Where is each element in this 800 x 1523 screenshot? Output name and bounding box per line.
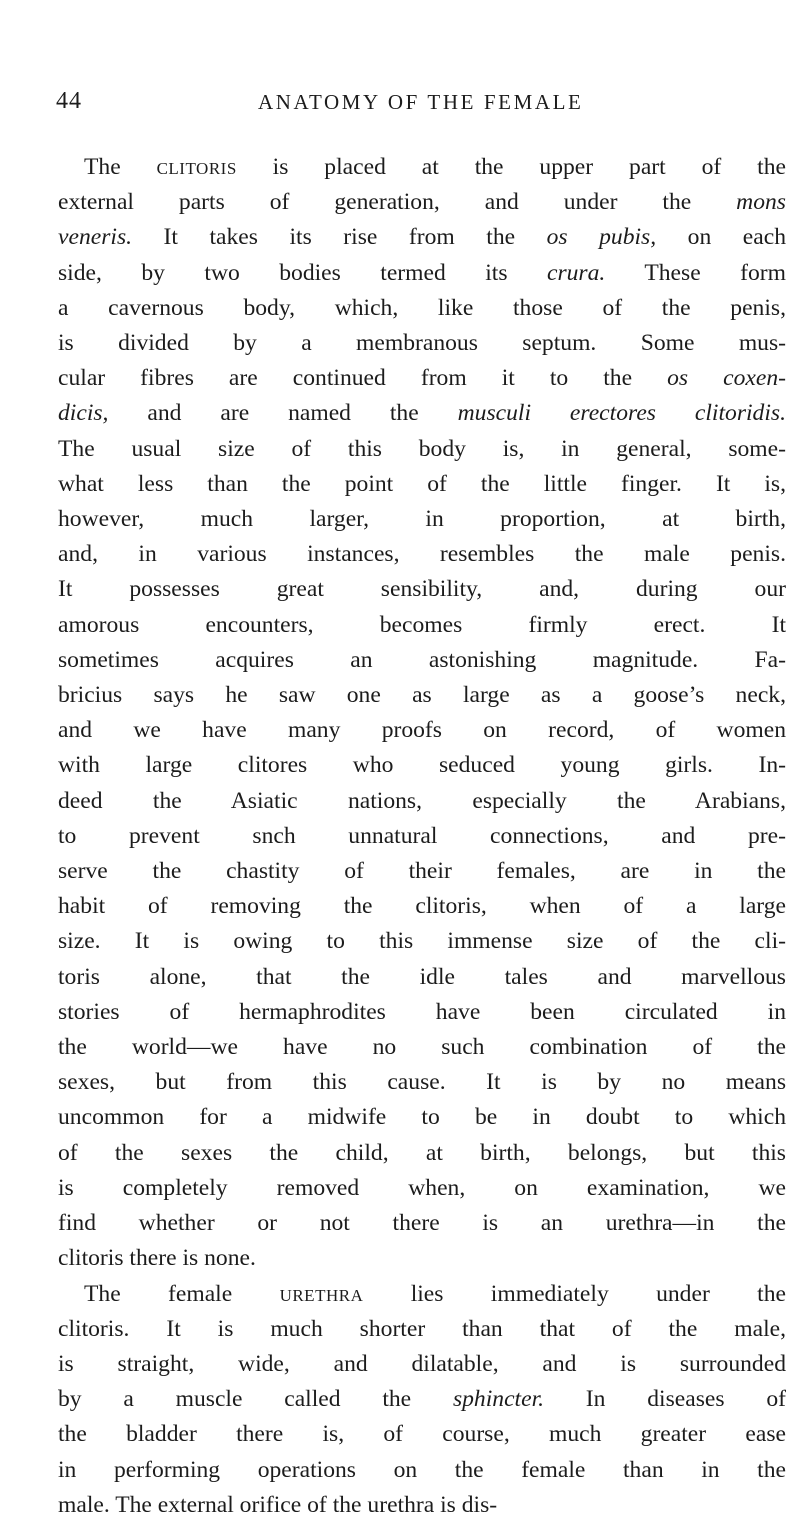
italic-term: musculi erectores clitoridis. [457, 400, 786, 427]
text-line [58, 432, 786, 467]
italic-term: mons [736, 189, 786, 216]
text-run: on each [656, 224, 786, 251]
text-run: by a muscle called the [58, 1386, 453, 1413]
text-run: is divided by a membranous septum. Some mus- [58, 330, 786, 357]
small-caps-term: clitoris [156, 154, 237, 180]
text-run: sometimes acquires an astonishing magnitude. Fa- [58, 646, 786, 673]
text-run: to prevent snch unnatural connections, and pre- [58, 822, 786, 849]
text-run: find whether or not there is an urethra—in the [58, 1210, 786, 1237]
text-line [58, 1347, 786, 1382]
text-line [58, 502, 786, 537]
text-line [58, 1065, 786, 1100]
text-run: lies immediately under the [363, 1280, 786, 1307]
body-text [58, 150, 786, 1523]
text-line [58, 291, 786, 326]
text-run: is placed at the upper part of the [236, 154, 786, 180]
paragraph [58, 150, 786, 1277]
text-line [58, 819, 786, 854]
text-line [58, 1136, 786, 1171]
text-line [58, 467, 786, 502]
small-caps-term: urethra [279, 1280, 364, 1307]
text-line [58, 361, 786, 396]
text-line [58, 572, 786, 607]
text-run: and, in various instances, resembles the male penis. [58, 541, 786, 568]
text-run: a cavernous body, which, like those of the penis, [58, 294, 786, 321]
text-line [58, 1488, 786, 1523]
text-run: is completely removed when, on examination, we [58, 1174, 786, 1201]
text-line [58, 185, 786, 220]
page-number: 44 [56, 88, 82, 114]
text-run: of the sexes the child, at birth, belongs, but this [58, 1139, 786, 1166]
text-run: It takes its rise from the [132, 224, 547, 251]
text-run: clitoris there is none. [58, 1245, 256, 1272]
text-run: uncommon for a midwife to be in doubt to which [58, 1104, 786, 1131]
text-line [58, 1417, 786, 1452]
text-line [58, 256, 786, 291]
text-run: and we have many proofs on record, of women [58, 717, 786, 744]
text-line [58, 1171, 786, 1206]
text-run: The female [84, 1280, 280, 1307]
text-run: is straight, wide, and dilatable, and is surrounded [58, 1350, 786, 1377]
text-line [58, 1030, 786, 1065]
text-line [58, 326, 786, 361]
text-run: cular fibres are continued from it to the [58, 365, 668, 392]
text-run: size. It is owing to this immense size of the cli- [58, 928, 786, 955]
text-run: clitoris. It is much shorter than that of the male, [58, 1315, 786, 1342]
running-head [56, 88, 776, 118]
text-run: male. The external orifice of the urethra is dis- [58, 1491, 498, 1518]
text-line [58, 924, 786, 959]
text-run: toris alone, that the idle tales and marvellous [58, 963, 786, 990]
paragraph [58, 1277, 786, 1523]
text-run: however, much larger, in proportion, at birth, [58, 506, 786, 533]
text-line [58, 150, 786, 185]
italic-term: os pubis, [546, 224, 657, 251]
text-line [58, 643, 786, 678]
text-run: The [84, 154, 157, 180]
text-run: external parts of generation, and under the [58, 189, 737, 216]
text-line [58, 995, 786, 1030]
text-run: side, by two bodies termed its [58, 259, 547, 286]
text-run: deed the Asiatic nations, especially the Arabians, [58, 787, 786, 814]
text-line [58, 1206, 786, 1241]
text-run: and are named the [108, 400, 458, 427]
italic-term: sphincter. [452, 1386, 545, 1413]
text-line [58, 1382, 786, 1417]
text-line [58, 537, 786, 572]
text-line [58, 854, 786, 889]
text-run: In diseases of [544, 1386, 786, 1413]
text-run: The usual size of this body is, in general, some- [58, 435, 786, 462]
italic-term: veneris. [58, 224, 133, 251]
text-line [58, 960, 786, 995]
text-line [58, 784, 786, 819]
italic-term: os coxen- [667, 365, 786, 392]
text-run: with large clitores who seduced young girls. In- [58, 752, 786, 779]
text-line [58, 396, 786, 431]
text-run: sexes, but from this cause. It is by no means [58, 1069, 786, 1096]
text-line [58, 608, 786, 643]
text-run: habit of removing the clitoris, when of a large [58, 893, 786, 920]
text-run: These form [605, 259, 786, 286]
text-run: stories of hermaphrodites have been circulated in [58, 998, 786, 1025]
text-run: what less than the point of the little finger. It is, [58, 470, 786, 497]
text-line [58, 1241, 786, 1276]
text-line [58, 748, 786, 783]
text-run: in performing operations on the female than in the [58, 1456, 786, 1483]
text-run: It possesses great sensibility, and, during our [58, 576, 786, 603]
italic-term: dicis, [58, 400, 109, 427]
text-line [58, 1100, 786, 1135]
text-run: amorous encounters, becomes firmly erect. It [58, 611, 786, 638]
text-run: serve the chastity of their females, are in the [58, 858, 786, 885]
text-run: bricius says he saw one as large as a goose’s neck, [58, 682, 786, 709]
text-line [58, 713, 786, 748]
text-line [58, 678, 786, 713]
text-line [58, 220, 786, 255]
running-title: ANATOMY OF THE FEMALE [258, 90, 584, 114]
text-line [58, 1312, 786, 1347]
text-line [58, 1453, 786, 1488]
text-line [58, 889, 786, 924]
italic-term: crura. [546, 259, 606, 286]
text-line [58, 1277, 786, 1312]
text-run: the world—we have no such combination of the [58, 1034, 786, 1061]
text-run: the bladder there is, of course, much greater ease [58, 1421, 786, 1448]
